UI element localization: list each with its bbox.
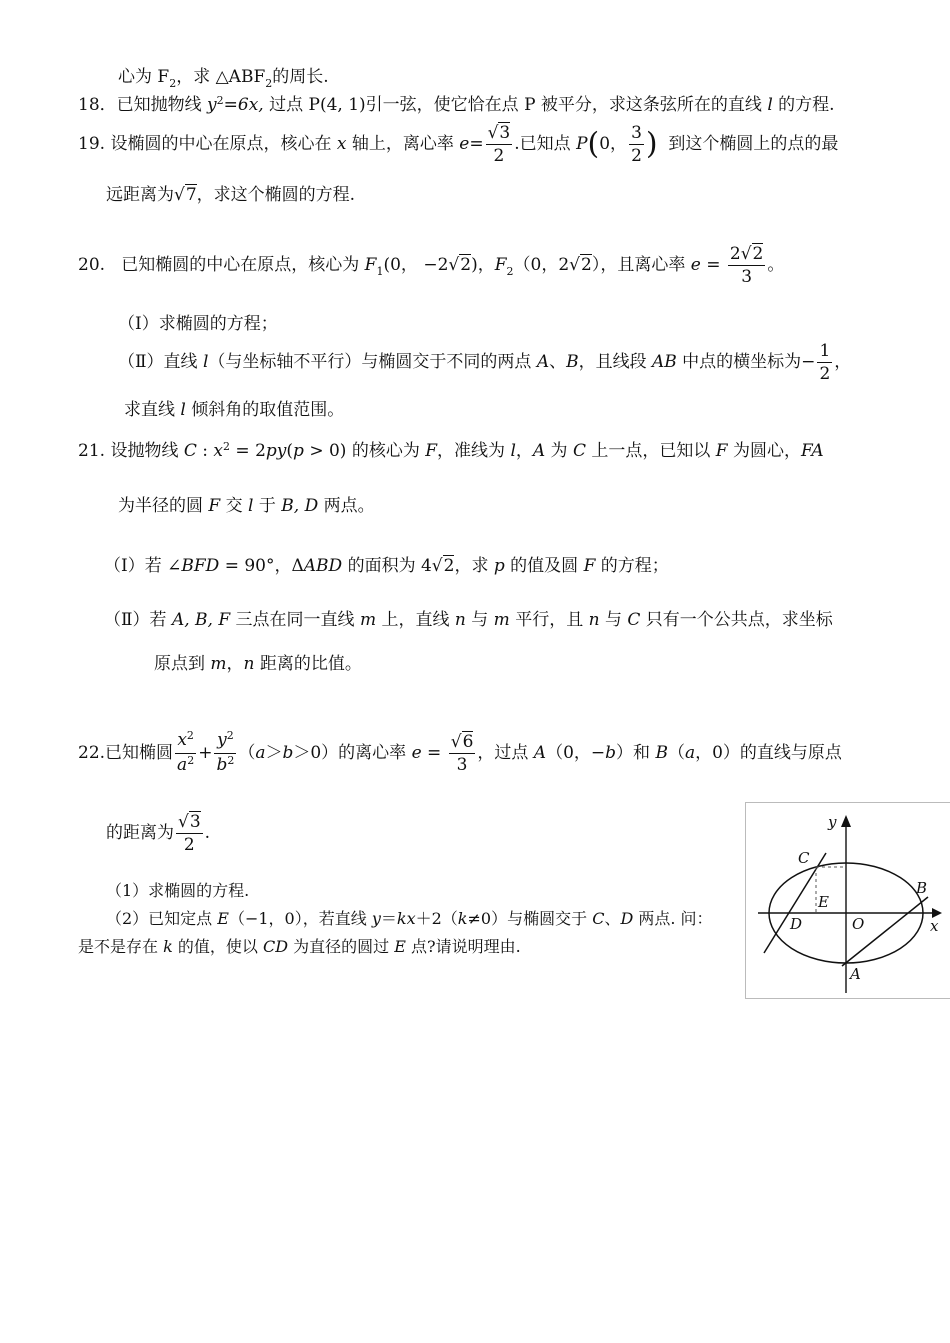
fraction-y2-over-b2: $\frac{y^2}{b^2}$ xyxy=(216,729,235,775)
question-20-part2-line2: 求直线 l 倾斜角的取值范围。 xyxy=(124,400,345,420)
label-d: D xyxy=(790,915,803,933)
label-a: A xyxy=(850,965,861,983)
question-22-sub2: （2）已知定点 E（−1，0），若直线 y＝kx＋2（k≠0）与椭圆交于 C、D 两点. 问： xyxy=(106,909,713,928)
label-x: x xyxy=(930,917,939,935)
question-21-part1: （Ⅰ）若 ∠BFD = 90°，ΔABD 的面积为 4√2，求 p 的值及圆 F 的方程； xyxy=(104,556,669,576)
question-20: 20. 已知椭圆的中心在原点，核心为 $F_1(0$， −2√2)，$F_2(0$，2√2），且离心率 e = $\frac{2√2}{3}$ 。 xyxy=(78,244,785,287)
fraction-x2-over-a2: $\frac{x^2}{a^2}$ xyxy=(177,729,195,775)
label-c: C xyxy=(798,849,810,867)
question-20-part1: （Ⅰ）求椭圆的方程； xyxy=(118,314,278,334)
question-21: 21. 设抛物线 C : $x^2 = 2py(p > 0)$ 的核心为 F，准线为 l，A 为 C 上一点，已知以 F 为圆心，FA xyxy=(78,440,824,461)
question-20-part2: （Ⅱ）直线 l（与坐标轴不平行）与椭圆交于不同的两点 A、B，且线段 AB 中点的横坐标为− $\frac{1}{2}$ ， xyxy=(118,341,852,384)
fraction-3-over-2: $\frac{3}{2}$ xyxy=(631,123,642,166)
question-21-part2: （Ⅱ）若 A, B, F 三点在同一直线 m 上，直线 n 与 m 平行，且 n 与 C 只有一个公共点，求坐标 xyxy=(104,610,833,630)
y-axis-arrow xyxy=(841,815,851,827)
fraction-1-over-2: $\frac{1}{2}$ xyxy=(819,341,831,384)
question-21-line2: 为半径的圆 F 交 l 于 B, D 两点。 xyxy=(118,496,375,516)
question-19: 19. 设椭圆的中心在原点，核心在 x 轴上，离心率 e= $\frac{√3}{2}$ .已知点 P(0， $\frac{3}{2}$ ) 到这个椭圆上的点的最 xyxy=(78,123,839,166)
fraction-2sqrt2-over-3: $\frac{2√2}{3}$ xyxy=(729,244,764,287)
question-22-sub1: （1）求椭圆的方程. xyxy=(106,881,250,900)
ellipse-diagram xyxy=(746,803,950,998)
fraction-sqrt3-over-2-q22: $\frac{√3}{2}$ xyxy=(178,812,201,855)
label-y: y xyxy=(828,813,837,831)
label-o: O xyxy=(852,915,865,933)
question-21-part2-line2: 原点到 m，n 距离的比值。 xyxy=(154,654,362,674)
fraction-sqrt6-over-3: $\frac{√6}{3}$ xyxy=(450,732,474,775)
label-e: E xyxy=(818,893,829,911)
question-22-sub2-line2: 是不是存在 k 的值，使以 CD 为直径的圆过 E 点?请说明理由. xyxy=(78,937,521,956)
line-cd xyxy=(764,853,826,953)
ellipse-figure xyxy=(745,802,950,999)
q17-tail: 心为 $F_2$，求 $\triangle ABF_2$的周长. xyxy=(118,67,329,90)
question-18: 18．已知抛物线 $y^2=6x$, 过点 P(4, 1)引一弦，使它恰在点 P 被平分，求这条弦所在的直线 l 的方程. xyxy=(78,94,835,115)
question-22: 22.已知椭圆 $\frac{x^2}{a^2}$ + $\frac{y^2}{b^2}$ （a＞b＞0）的离心率 e = $\frac{√6}{3}$ ，过点 A（0，−b）和 B（a，0）的直线与原点 xyxy=(78,729,842,778)
label-b: B xyxy=(916,879,928,897)
question-22-line2: 的距离为 $\frac{√3}{2}$ . xyxy=(106,812,211,855)
fraction-sqrt3-over-2: $\frac{√3}{2}$ xyxy=(487,123,511,166)
question-19-line2: 远距离为√7，求这个椭圆的方程. xyxy=(106,185,356,205)
